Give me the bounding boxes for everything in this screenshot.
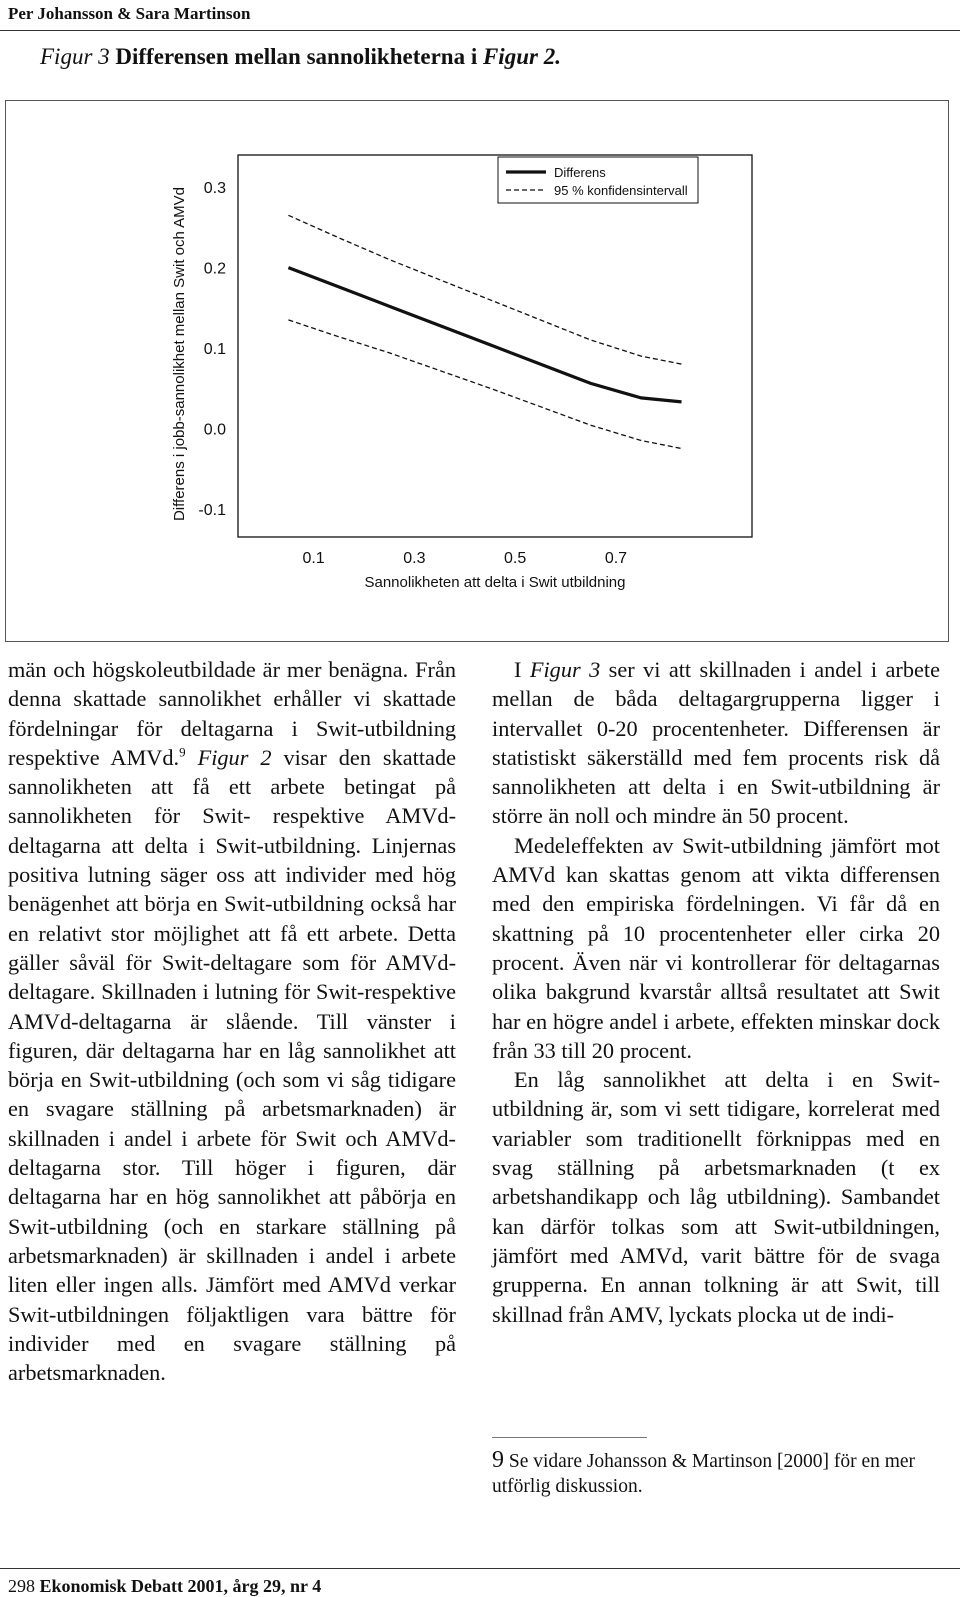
r1-pre: I [514, 657, 530, 682]
ci-line-2 [288, 320, 681, 449]
left-paragraph [8, 655, 456, 1387]
footnote-mark: 9 [179, 744, 186, 760]
x-axis-label: Sannolikheten att delta i Swit utbildning [364, 574, 626, 591]
right-paragraph-3: En låg sannolikhet att delta i en Swit-utbildning är, som vi sett tidigare, korrelerat med variabler som traditionellt förknippas med en svag ställning på arbetsmarknaden (t ex arbetshandikapp och låg utbildning). Sambandet kan därför tolkas som att Swit-utbildningen, jämfört med AMVd, varit bättre för de svaga grupperna. En annan tolkning är att Swit, till skillnad från AMV, lyckats plocka ut de indi- [492, 1067, 940, 1327]
x-tick-label: 0.5 [504, 550, 527, 567]
right-paragraph-2: Medeleffekten av Swit-utbildning jämfört mot AMVd kan skattas genom att vikta differensen med den empiriska fördelningen. Vi får då en skattning på 10 procentenheter eller cirka 20 procent. Även när vi kontrollerar för deltagarnas olika bakgrund kvarstår alltså resultatet att Swit har en högre andel i arbete, effekten minskar dock från 33 till 20 procent. [492, 832, 940, 1063]
right-column [492, 655, 940, 1329]
footnote [492, 1448, 944, 1499]
footnote-rule [492, 1437, 647, 1438]
header-rule [0, 30, 960, 31]
legend-label: Differens [554, 165, 606, 180]
figure-ref: Figur 2. [482, 44, 561, 69]
figure-caption [40, 44, 561, 70]
difference-line [288, 268, 681, 402]
figure-title: Differensen mellan sannolikheterna i [115, 44, 478, 69]
legend-label: 95 % konfidensintervall [554, 183, 688, 198]
footer-rule [0, 1568, 960, 1569]
running-header: Per Johansson & Sara Martinson [8, 4, 251, 23]
left-text-2: visar den skattade sannolikheten att få ett arbete betingat på sannolikheten för Swit- respektive AMVd-deltagarna att delta i Swit-utbildning. Linjernas positiva lutning säger oss att individer med hög benägenhet att börja en Swit-utbildning också har en relativt stor möjlighet att få ett arbete. Detta gäller såväl för Swit-deltagare som för AMVd-deltagare. Skillnaden i lutning för Swit-respektive AMVd-deltagarna är slående. Till vänster i figuren, där deltagarna har en låg sannolikhet att börja en Swit-utbildning (och som vi såg tidigare en svagare ställning på arbetsmarknaden) är skillnaden i andel i arbete för Swit och AMVd-deltagarna stor. Till höger i figuren, där deltagarna har en hög sannolikhet att påbörja en Swit-utbildning (och en starkare ställning på arbetsmarknaden) är skillnaden i andel i arbete liten eller ingen alls. Jämfört med AMVd verkar Swit-utbildningen följaktligen vara bättre för individer med en svagare ställning på arbetsmarknaden. [8, 744, 456, 1386]
footnote-text: Se vidare Johansson & Martinson [2000] för en mer utförlig diskussion. [492, 1451, 916, 1497]
y-tick-label: 0.0 [203, 421, 226, 439]
footnote-number: 9 [492, 1447, 504, 1473]
line-chart [6, 101, 948, 641]
y-axis-label: Differens i jobb-sannolikhet mellan Swit och AMVd [171, 186, 188, 522]
x-tick-label: 0.1 [302, 550, 325, 567]
figure-2-ref: Figur 2 [197, 744, 272, 770]
y-tick-label: 0.1 [203, 341, 226, 359]
x-tick-label: 0.3 [403, 550, 426, 567]
r1-text: ser vi att skillnaden i andel i arbete mellan de båda deltagargrupperna ligger i intervallet 0-20 procentenheter. Differensen är statistiskt säkerställd med fem procents risk då sannolikheten att delta i en Swit-utbildning är större än noll och mindre än 50 procent. [492, 657, 940, 829]
right-paragraph-1 [492, 655, 940, 831]
figure-panel [5, 100, 949, 642]
y-tick-label: -0.1 [198, 501, 226, 519]
left-column [8, 655, 456, 1387]
page-footer [8, 1576, 321, 1597]
journal-name: Ekonomisk Debatt 2001, årg 29, nr 4 [39, 1576, 322, 1596]
y-tick-label: 0.3 [203, 180, 226, 198]
x-tick-label: 0.7 [604, 550, 628, 567]
page-number: 298 [8, 1576, 35, 1596]
figure-3-ref: Figur 3 [529, 657, 601, 682]
y-tick-label: 0.2 [203, 260, 226, 278]
left-text-1: män och högskoleutbildade är mer benägna. Från denna skattade sannolikhet erhåller vi skattade fördelningar för deltagarna i Swit-utbildning respektive AMVd. [8, 657, 456, 770]
figure-label: Figur 3 [40, 44, 110, 69]
